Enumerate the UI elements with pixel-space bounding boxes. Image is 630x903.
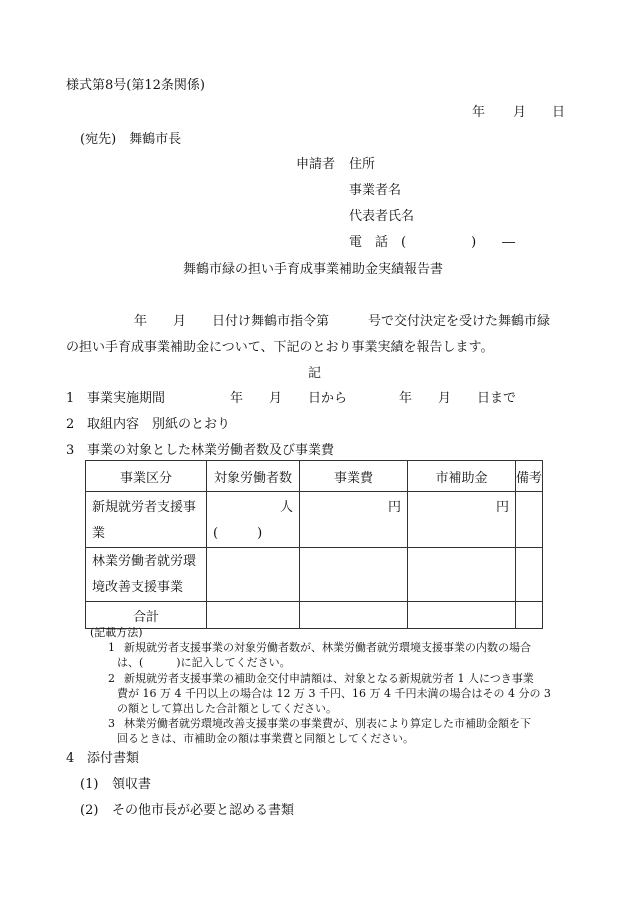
total-remarks-cell bbox=[516, 602, 543, 629]
item-3-text: 事業の対象とした林業労働者数及び事業費 bbox=[87, 443, 335, 458]
attachments-number: 4 bbox=[66, 751, 75, 766]
row2-category-cell bbox=[86, 548, 207, 602]
applicant-phone: 電 話 ( ) ― bbox=[349, 235, 516, 250]
worker-cost-table bbox=[85, 460, 543, 629]
row1-workers-paren: ( ) bbox=[213, 526, 263, 541]
row1-category-line2: 業 bbox=[92, 526, 106, 541]
item-2-text: 取組内容 別紙のとおり bbox=[87, 417, 231, 432]
form-number: 様式第8号(第12条関係) bbox=[66, 78, 205, 93]
note-3-line-2: 回るときは、市補助金の額は事業費と同額としてください。 bbox=[117, 732, 414, 745]
note-1-line-1: 新規就労者支援事業の対象労働者数が、林業労働者就労環境支援事業の内数の場合 bbox=[124, 641, 531, 654]
addressee: (宛先) 舞鶴市長 bbox=[80, 132, 182, 147]
note-2-line-2: 費が 16 万 4 千円以上の場合は 12 万 3 千円、16 万 4 千円未満の場合はその 4 分の 3 bbox=[117, 687, 551, 700]
body-line-1: 年 月 日付け舞鶴市指令第 号で交付決定を受けた舞鶴市緑 bbox=[134, 314, 551, 329]
table-row bbox=[86, 548, 543, 602]
item-2-number: 2 bbox=[66, 417, 75, 432]
row1-subsidy-cell bbox=[408, 492, 516, 548]
row2-remarks-cell bbox=[516, 548, 543, 602]
row1-workers-unit: 人 bbox=[279, 500, 293, 515]
row2-category-line1: 林業労働者就労環 bbox=[92, 554, 197, 569]
item-1-text: 事業実施期間 年 月 日から 年 月 日まで bbox=[87, 391, 517, 406]
table-total-row bbox=[86, 602, 543, 629]
date-month-label: 月 bbox=[513, 105, 527, 120]
total-label: 合計 bbox=[86, 602, 207, 629]
body-line-2: の担い手育成事業補助金について、下記のとおり事業実績を報告します。 bbox=[66, 340, 494, 355]
applicant-address: 住所 bbox=[349, 157, 376, 172]
row1-cost-cell bbox=[300, 492, 408, 548]
notes-heading: (記載方法) bbox=[90, 626, 143, 639]
applicant-business-name: 事業者名 bbox=[349, 183, 402, 198]
row1-category-cell bbox=[86, 492, 207, 548]
note-1-number: 1 bbox=[108, 641, 115, 654]
row1-category-line1: 新規就労者支援事 bbox=[92, 500, 197, 515]
item-1-number: 1 bbox=[66, 391, 75, 406]
col-header-cost: 事業費 bbox=[300, 461, 408, 492]
note-3-line-1: 林業労働者就労環境改善支援事業の事業費が、別表により算定した市補助金額を下 bbox=[124, 717, 531, 730]
col-header-workers: 対象労働者数 bbox=[207, 461, 300, 492]
attachment-2-number: (2) bbox=[80, 803, 99, 818]
note-1-line-2: は、( )に記入してください。 bbox=[117, 656, 291, 669]
applicant-label: 申請者 bbox=[296, 157, 336, 172]
note-3-number: 3 bbox=[108, 717, 115, 730]
total-workers-cell bbox=[207, 602, 300, 629]
ki-label: 記 bbox=[308, 366, 322, 381]
row2-category-line2: 境改善支援事業 bbox=[92, 580, 184, 595]
row2-subsidy-cell bbox=[408, 548, 516, 602]
note-2-line-1: 新規就労者支援事業の補助金交付申請額は、対象となる新規就労者 1 人につき事業 bbox=[124, 672, 534, 685]
date-year-label: 年 bbox=[472, 105, 486, 120]
note-2-number: 2 bbox=[108, 672, 115, 685]
note-2-line-3: の額として算出した合計額としてください。 bbox=[117, 702, 337, 715]
col-header-remarks: 備考 bbox=[516, 461, 543, 492]
col-header-category: 事業区分 bbox=[86, 461, 207, 492]
row1-workers-cell bbox=[207, 492, 300, 548]
attachment-1-number: (1) bbox=[80, 777, 99, 792]
total-cost-cell bbox=[300, 602, 408, 629]
attachment-1-text: 領収書 bbox=[112, 777, 152, 792]
total-subsidy-cell bbox=[408, 602, 516, 629]
table-header-row bbox=[86, 461, 543, 492]
row1-cost-unit: 円 bbox=[387, 500, 401, 515]
col-header-subsidy: 市補助金 bbox=[408, 461, 516, 492]
document-title: 舞鶴市緑の担い手育成事業補助金実績報告書 bbox=[183, 262, 444, 277]
table-row bbox=[86, 492, 543, 548]
attachments-title: 添付書類 bbox=[87, 751, 140, 766]
applicant-representative: 代表者氏名 bbox=[349, 209, 415, 224]
row1-subsidy-unit: 円 bbox=[495, 500, 509, 515]
row2-workers-cell bbox=[207, 548, 300, 602]
item-3-number: 3 bbox=[66, 443, 75, 458]
date-day-label: 日 bbox=[552, 105, 566, 120]
attachment-2-text: その他市長が必要と認める書類 bbox=[112, 803, 295, 818]
row1-remarks-cell bbox=[516, 492, 543, 548]
row2-cost-cell bbox=[300, 548, 408, 602]
